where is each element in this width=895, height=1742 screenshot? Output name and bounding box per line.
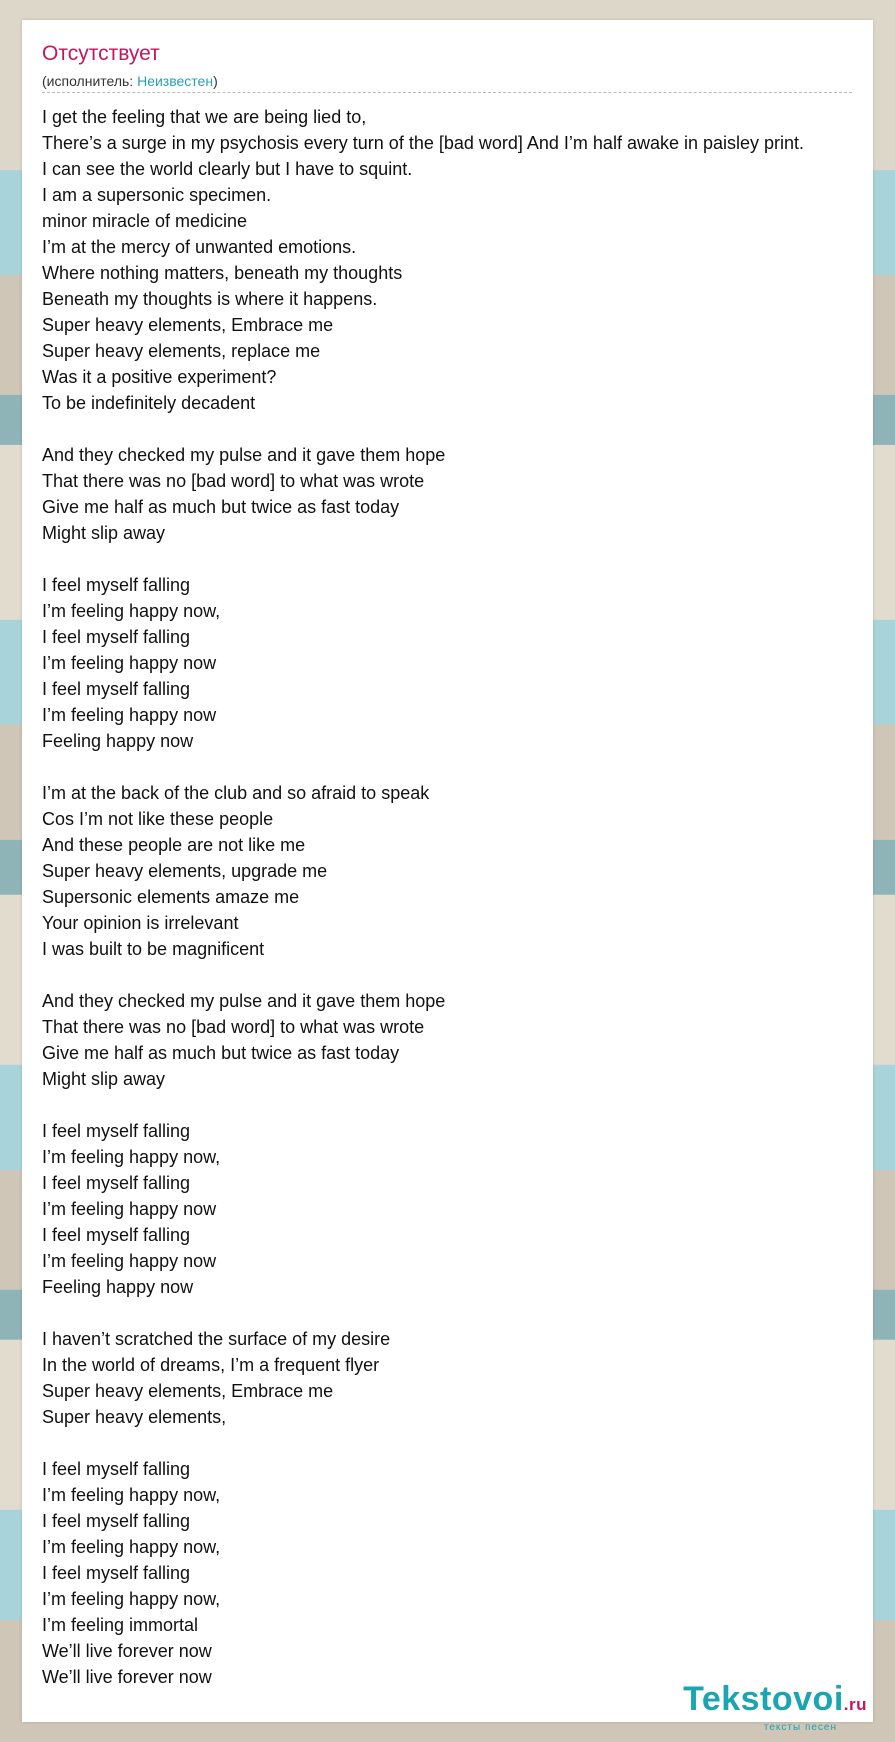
artist-line	[42, 73, 218, 89]
artist-suffix: )	[213, 73, 218, 89]
lyric-blank-line	[42, 1092, 895, 1118]
lyric-line: I’m feeling happy now,	[42, 601, 221, 621]
logo-tagline: тексты песен	[763, 1722, 837, 1733]
lyric-line: Might slip away	[42, 523, 166, 543]
lyric-line: Give me half as much but twice as fast today	[42, 497, 400, 517]
lyric-line: In the world of dreams, I’m a frequent flyer	[42, 1355, 380, 1375]
artist-link[interactable]: Неизвестен	[137, 73, 214, 89]
lyric-line: Supersonic elements amaze me	[42, 887, 300, 907]
lyric-blank-line	[42, 962, 895, 988]
lyric-line: I’m feeling happy now,	[42, 1147, 221, 1167]
lyric-line: I feel myself falling	[42, 679, 191, 699]
lyric-line: I can see the world clearly but I have to squint.	[42, 159, 413, 179]
lyric-line: I’m feeling happy now	[42, 1199, 217, 1219]
lyric-line: Beneath my thoughts is where it happens.	[42, 289, 378, 309]
lyric-blank-line	[42, 416, 895, 442]
song-title: Отсутствует	[42, 42, 160, 65]
lyric-line: That there was no [bad word] to what was wrote	[42, 1017, 425, 1037]
title-divider	[42, 92, 852, 93]
lyric-line: I’m feeling immortal	[42, 1615, 199, 1635]
lyric-line: I feel myself falling	[42, 1459, 191, 1479]
lyric-line: Cos I’m not like these people	[42, 809, 274, 829]
artist-prefix: (исполнитель:	[42, 73, 138, 89]
lyric-line: I’m at the back of the club and so afraid to speak	[42, 783, 430, 803]
lyric-line: Give me half as much but twice as fast today	[42, 1043, 400, 1063]
lyric-line: Super heavy elements, Embrace me	[42, 1381, 334, 1401]
lyric-line: To be indefinitely decadent	[42, 393, 256, 413]
lyric-line: I am a supersonic specimen.	[42, 185, 272, 205]
lyric-line: I’m feeling happy now,	[42, 1485, 221, 1505]
lyric-line: And these people are not like me	[42, 835, 306, 855]
logo-name: Tekstovoi	[683, 1680, 844, 1718]
lyric-line: Your opinion is irrelevant	[42, 913, 239, 933]
lyric-line: That there was no [bad word] to what was wrote	[42, 471, 425, 491]
lyric-line: We’ll live forever now	[42, 1667, 212, 1687]
lyric-line: I’m at the mercy of unwanted emotions.	[42, 237, 357, 257]
lyric-line: I’m feeling happy now	[42, 653, 217, 673]
lyric-line: Where nothing matters, beneath my thoughts	[42, 263, 403, 283]
lyric-line: We’ll live forever now	[42, 1641, 212, 1661]
lyric-line: Might slip away	[42, 1069, 166, 1089]
lyric-line: Super heavy elements, replace me	[42, 341, 321, 361]
lyric-blank-line	[42, 546, 895, 572]
lyric-line: I feel myself falling	[42, 1225, 191, 1245]
lyric-line: I feel myself falling	[42, 1173, 191, 1193]
lyric-line: I feel myself falling	[42, 1121, 191, 1141]
lyric-line: And they checked my pulse and it gave them hope	[42, 445, 446, 465]
site-logo[interactable]	[683, 1682, 867, 1733]
lyric-line: minor miracle of medicine	[42, 211, 248, 231]
lyrics-text	[42, 104, 895, 1690]
lyric-line: Feeling happy now	[42, 731, 194, 751]
lyric-line: I feel myself falling	[42, 627, 191, 647]
lyric-line: Feeling happy now	[42, 1277, 194, 1297]
lyric-line: Super heavy elements,	[42, 1407, 227, 1427]
lyric-line: And they checked my pulse and it gave them hope	[42, 991, 446, 1011]
lyric-line: I feel myself falling	[42, 575, 191, 595]
lyric-blank-line	[42, 1300, 895, 1326]
lyric-blank-line	[42, 754, 895, 780]
logo-tld: .ru	[843, 1695, 867, 1714]
lyrics-card	[22, 20, 873, 1722]
lyric-line: I haven’t scratched the surface of my desire	[42, 1329, 391, 1349]
lyric-line: Was it a positive experiment?	[42, 367, 277, 387]
lyric-line: I’m feeling happy now	[42, 705, 217, 725]
lyric-line: I feel myself falling	[42, 1563, 191, 1583]
lyric-line: I’m feeling happy now	[42, 1251, 217, 1271]
lyric-blank-line	[42, 1430, 895, 1456]
lyric-line: There’s a surge in my psychosis every turn of the [bad word] And I’m half awake in paisley print.	[42, 133, 805, 153]
lyric-line: I was built to be magnificent	[42, 939, 265, 959]
lyric-line: I get the feeling that we are being lied to,	[42, 107, 367, 127]
lyric-line: Super heavy elements, upgrade me	[42, 861, 328, 881]
lyric-line: Super heavy elements, Embrace me	[42, 315, 334, 335]
lyric-line: I’m feeling happy now,	[42, 1589, 221, 1609]
lyric-line: I feel myself falling	[42, 1511, 191, 1531]
lyric-line: I’m feeling happy now,	[42, 1537, 221, 1557]
